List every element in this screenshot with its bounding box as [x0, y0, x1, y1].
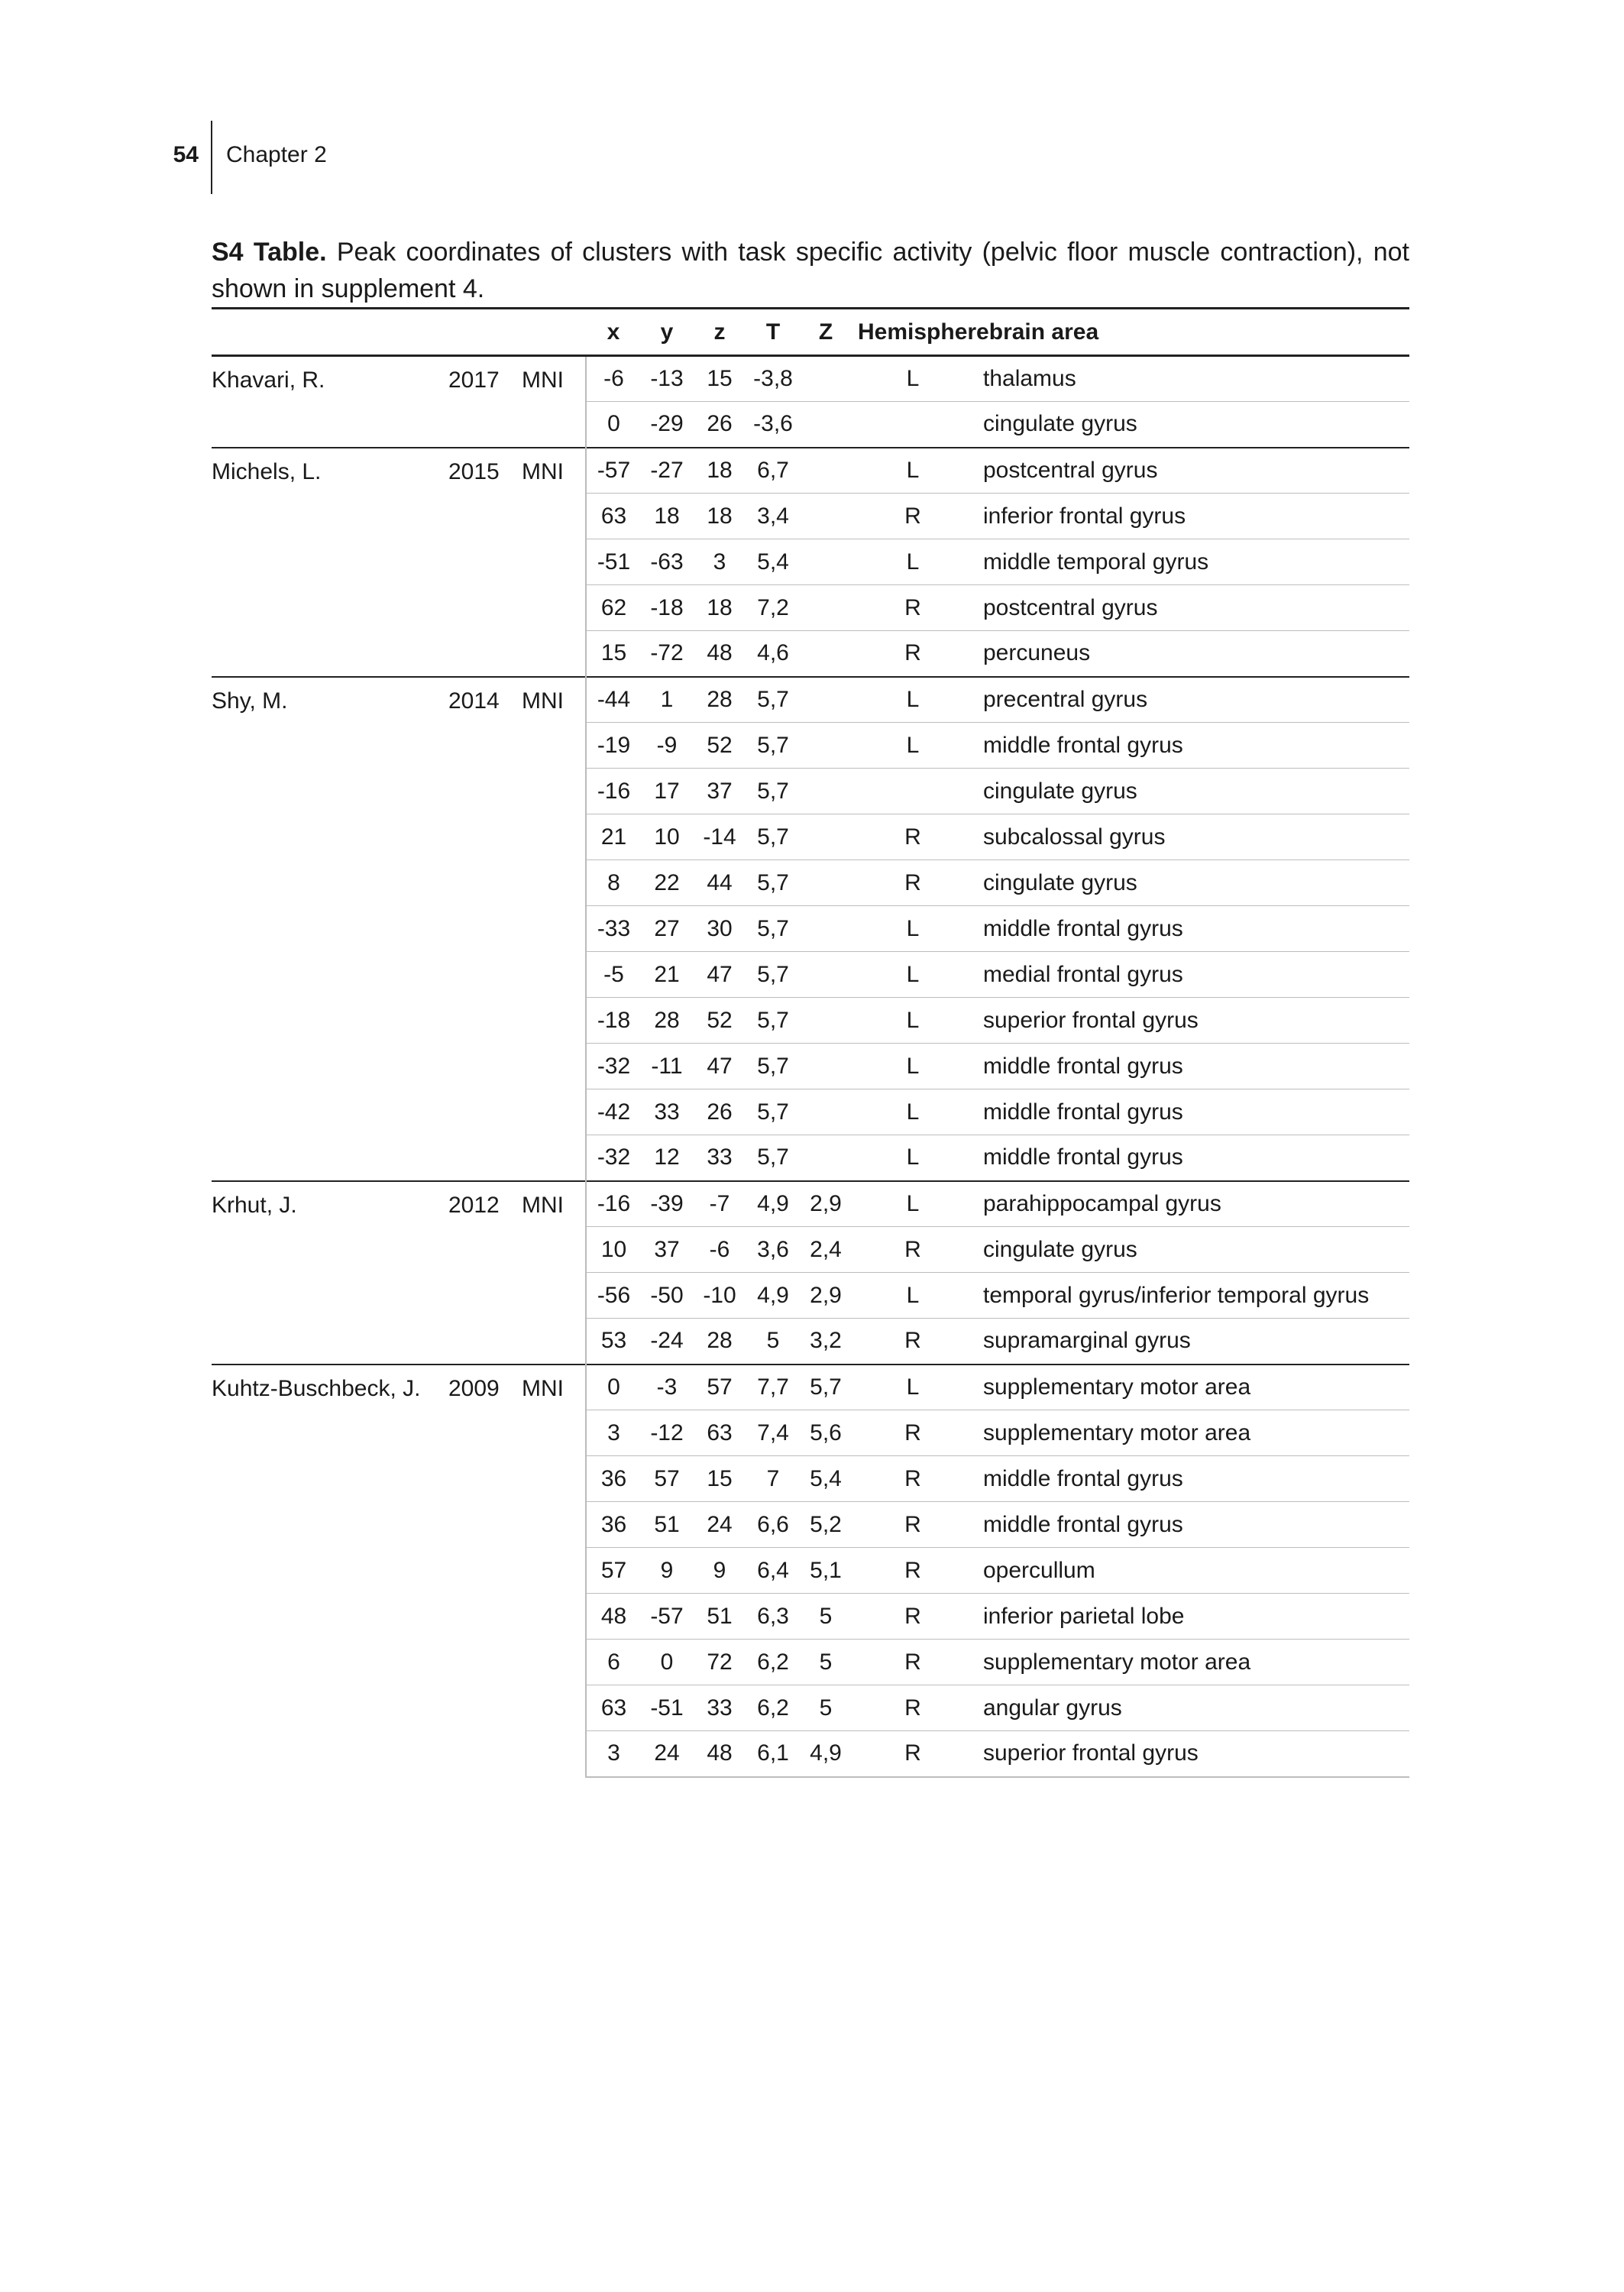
peak-coordinates-table [212, 307, 1409, 1778]
cell-y: -29 [641, 402, 693, 448]
study-author: Krhut, J. [212, 1181, 448, 1365]
cell-z-score [800, 539, 852, 585]
cell-brain-area: opercullum [974, 1548, 1409, 1594]
cell-t: 4,9 [746, 1181, 800, 1227]
cell-hemisphere: L [852, 998, 974, 1044]
cell-z: 52 [693, 998, 746, 1044]
cell-y: 22 [641, 860, 693, 906]
cell-t: 5,7 [746, 1044, 800, 1089]
cell-hemisphere: L [852, 1365, 974, 1410]
cell-y: -24 [641, 1319, 693, 1365]
cell-z: 33 [693, 1685, 746, 1731]
cell-z-score [800, 998, 852, 1044]
cell-t: 5,7 [746, 1089, 800, 1135]
cell-hemisphere: R [852, 1227, 974, 1273]
header-x: x [586, 309, 641, 356]
cell-y: -72 [641, 631, 693, 677]
cell-z-score [800, 631, 852, 677]
cell-brain-area: postcentral gyrus [974, 585, 1409, 631]
cell-brain-area: subcalossal gyrus [974, 814, 1409, 860]
table-caption [212, 234, 1409, 307]
header-z-score: Z [800, 309, 852, 356]
cell-z: -7 [693, 1181, 746, 1227]
cell-t: 7,7 [746, 1365, 800, 1410]
cell-x: -56 [586, 1273, 641, 1319]
chapter-label: Chapter 2 [226, 142, 327, 167]
cell-x: 0 [586, 402, 641, 448]
cell-z-score: 5,6 [800, 1410, 852, 1456]
cell-hemisphere: L [852, 677, 974, 723]
study-space: MNI [522, 448, 586, 677]
cell-y: 37 [641, 1227, 693, 1273]
cell-x: -51 [586, 539, 641, 585]
cell-t: 5,7 [746, 814, 800, 860]
cell-z: 57 [693, 1365, 746, 1410]
cell-hemisphere: L [852, 1135, 974, 1181]
header-divider [211, 121, 212, 194]
cell-t: 6,7 [746, 448, 800, 494]
cell-y: -51 [641, 1685, 693, 1731]
cell-t: 5,7 [746, 677, 800, 723]
cell-y: -57 [641, 1594, 693, 1640]
study-year: 2009 [448, 1365, 522, 1777]
cell-brain-area: precentral gyrus [974, 677, 1409, 723]
cell-z-score: 5,7 [800, 1365, 852, 1410]
cell-y: 33 [641, 1089, 693, 1135]
study-space: MNI [522, 367, 564, 393]
cell-z-score [800, 723, 852, 769]
cell-y: 21 [641, 952, 693, 998]
cell-y: -27 [641, 448, 693, 494]
cell-x: 15 [586, 631, 641, 677]
cell-x: 3 [586, 1410, 641, 1456]
cell-t: 5,7 [746, 860, 800, 906]
cell-z: 30 [693, 906, 746, 952]
cell-t: 5,7 [746, 952, 800, 998]
cell-brain-area: thalamus [974, 356, 1409, 402]
cell-y: 24 [641, 1731, 693, 1777]
cell-z-score [800, 769, 852, 814]
cell-z-score: 2,9 [800, 1273, 852, 1319]
cell-brain-area: cingulate gyrus [974, 769, 1409, 814]
cell-x: 53 [586, 1319, 641, 1365]
cell-hemisphere: L [852, 539, 974, 585]
cell-z-score [800, 1089, 852, 1135]
header-space [522, 309, 586, 356]
header-row [212, 309, 1409, 356]
cell-z-score: 5,1 [800, 1548, 852, 1594]
cell-t: 5,4 [746, 539, 800, 585]
cell-t: 4,6 [746, 631, 800, 677]
study-space: MNI [522, 1181, 586, 1365]
cell-z: 37 [693, 769, 746, 814]
cell-z: 47 [693, 1044, 746, 1089]
study-year: 2015 [448, 448, 522, 677]
cell-t: 6,2 [746, 1685, 800, 1731]
cell-z: 72 [693, 1640, 746, 1685]
cell-z-score: 4,9 [800, 1731, 852, 1777]
header-author [212, 309, 448, 356]
cell-z-score: 2,4 [800, 1227, 852, 1273]
cell-hemisphere: L [852, 1273, 974, 1319]
cell-y: 12 [641, 1135, 693, 1181]
table-header [212, 309, 1409, 356]
cell-y: 10 [641, 814, 693, 860]
cell-x: 57 [586, 1548, 641, 1594]
cell-z: 26 [693, 1089, 746, 1135]
cell-hemisphere: R [852, 494, 974, 539]
cell-x: 8 [586, 860, 641, 906]
cell-y: 57 [641, 1456, 693, 1502]
table-caption-label: S4 Table. [212, 238, 327, 267]
cell-brain-area: supplementary motor area [974, 1365, 1409, 1410]
cell-z-score [800, 448, 852, 494]
cell-x: 63 [586, 1685, 641, 1731]
cell-hemisphere: L [852, 356, 974, 402]
cell-x: -42 [586, 1089, 641, 1135]
cell-z: 3 [693, 539, 746, 585]
cell-hemisphere: R [852, 1502, 974, 1548]
header-year [448, 309, 522, 356]
cell-t: 3,4 [746, 494, 800, 539]
cell-brain-area: cingulate gyrus [974, 860, 1409, 906]
cell-hemisphere: R [852, 1319, 974, 1365]
cell-x: 36 [586, 1502, 641, 1548]
study-space: MNI [522, 677, 586, 1181]
cell-x: -57 [586, 448, 641, 494]
cell-z: 24 [693, 1502, 746, 1548]
table-row [212, 448, 1409, 494]
cell-hemisphere: R [852, 1731, 974, 1777]
cell-z-score: 5 [800, 1685, 852, 1731]
cell-brain-area: middle frontal gyrus [974, 1089, 1409, 1135]
cell-y: 27 [641, 906, 693, 952]
cell-t: 5,7 [746, 906, 800, 952]
cell-hemisphere: L [852, 906, 974, 952]
cell-t: 6,1 [746, 1731, 800, 1777]
cell-t: 7 [746, 1456, 800, 1502]
cell-y: 51 [641, 1502, 693, 1548]
cell-hemisphere: R [852, 1594, 974, 1640]
cell-z: 15 [693, 356, 746, 402]
cell-brain-area: supramarginal gyrus [974, 1319, 1409, 1365]
cell-t: 5,7 [746, 1135, 800, 1181]
cell-brain-area: superior frontal gyrus [974, 1731, 1409, 1777]
study-author: Khavari, R. [212, 367, 325, 393]
study-space: MNI [522, 1365, 586, 1777]
cell-x: 10 [586, 1227, 641, 1273]
cell-hemisphere: R [852, 1685, 974, 1731]
cell-brain-area: temporal gyrus/inferior temporal gyrus [974, 1273, 1409, 1319]
cell-t: 3,6 [746, 1227, 800, 1273]
cell-hemisphere: R [852, 1410, 974, 1456]
cell-hemisphere [852, 769, 974, 814]
cell-z: -6 [693, 1227, 746, 1273]
cell-brain-area: parahippocampal gyrus [974, 1181, 1409, 1227]
cell-brain-area: percuneus [974, 631, 1409, 677]
cell-z-score: 2,9 [800, 1181, 852, 1227]
cell-z-score [800, 906, 852, 952]
cell-brain-area: middle frontal gyrus [974, 723, 1409, 769]
study-author: Shy, M. [212, 677, 448, 1181]
cell-x: 3 [586, 1731, 641, 1777]
cell-t: -3,6 [746, 402, 800, 448]
cell-y: 9 [641, 1548, 693, 1594]
cell-x: 63 [586, 494, 641, 539]
cell-y: -39 [641, 1181, 693, 1227]
cell-hemisphere [852, 402, 974, 448]
cell-brain-area: superior frontal gyrus [974, 998, 1409, 1044]
cell-brain-area: middle frontal gyrus [974, 906, 1409, 952]
cell-z: -14 [693, 814, 746, 860]
cell-hemisphere: R [852, 585, 974, 631]
cell-z: 33 [693, 1135, 746, 1181]
cell-z: 63 [693, 1410, 746, 1456]
cell-hemisphere: L [852, 448, 974, 494]
cell-z: 28 [693, 677, 746, 723]
table-row [212, 677, 1409, 723]
cell-t: 4,9 [746, 1273, 800, 1319]
cell-y: -50 [641, 1273, 693, 1319]
cell-z: 28 [693, 1319, 746, 1365]
cell-z-score [800, 860, 852, 906]
cell-brain-area: inferior parietal lobe [974, 1594, 1409, 1640]
cell-hemisphere: R [852, 631, 974, 677]
cell-z: 18 [693, 494, 746, 539]
cell-y: -3 [641, 1365, 693, 1410]
cell-x: -18 [586, 998, 641, 1044]
cell-x: 6 [586, 1640, 641, 1685]
study-year: 2014 [448, 677, 522, 1181]
cell-brain-area: postcentral gyrus [974, 448, 1409, 494]
cell-x: 21 [586, 814, 641, 860]
cell-z: 44 [693, 860, 746, 906]
cell-brain-area: supplementary motor area [974, 1410, 1409, 1456]
cell-y: 17 [641, 769, 693, 814]
cell-z: 26 [693, 402, 746, 448]
cell-brain-area: middle frontal gyrus [974, 1135, 1409, 1181]
cell-z: 18 [693, 448, 746, 494]
cell-t: 6,3 [746, 1594, 800, 1640]
cell-z-score [800, 356, 852, 402]
cell-x: -19 [586, 723, 641, 769]
cell-hemisphere: L [852, 1089, 974, 1135]
cell-t: 6,6 [746, 1502, 800, 1548]
study-author: Kuhtz-Buschbeck, J. [212, 1365, 448, 1777]
cell-brain-area: inferior frontal gyrus [974, 494, 1409, 539]
cell-t: -3,8 [746, 356, 800, 402]
table-row [212, 1365, 1409, 1410]
cell-x: 36 [586, 1456, 641, 1502]
cell-brain-area: middle frontal gyrus [974, 1502, 1409, 1548]
cell-z-score [800, 585, 852, 631]
table-row [212, 356, 1409, 402]
cell-t: 5,7 [746, 998, 800, 1044]
cell-hemisphere: L [852, 952, 974, 998]
cell-hemisphere: R [852, 1640, 974, 1685]
cell-y: 0 [641, 1640, 693, 1685]
cell-z: 47 [693, 952, 746, 998]
cell-y: 1 [641, 677, 693, 723]
cell-z-score: 5,4 [800, 1456, 852, 1502]
header-y: y [641, 309, 693, 356]
cell-z-score [800, 1044, 852, 1089]
cell-z: -10 [693, 1273, 746, 1319]
cell-brain-area: angular gyrus [974, 1685, 1409, 1731]
cell-z-score [800, 677, 852, 723]
cell-x: -16 [586, 769, 641, 814]
table-row [212, 1181, 1409, 1227]
cell-y: -63 [641, 539, 693, 585]
cell-z-score [800, 814, 852, 860]
cell-x: -16 [586, 1181, 641, 1227]
cell-t: 6,4 [746, 1548, 800, 1594]
header-hemisphere-brain-area: Hemispherebrain area [852, 309, 1409, 356]
cell-brain-area: cingulate gyrus [974, 402, 1409, 448]
cell-z-score [800, 402, 852, 448]
header-t: T [746, 309, 800, 356]
cell-hemisphere: L [852, 1181, 974, 1227]
cell-x: -44 [586, 677, 641, 723]
cell-z: 52 [693, 723, 746, 769]
cell-brain-area: middle frontal gyrus [974, 1456, 1409, 1502]
cell-x: -32 [586, 1044, 641, 1089]
cell-x: -33 [586, 906, 641, 952]
cell-hemisphere: R [852, 1456, 974, 1502]
cell-y: 18 [641, 494, 693, 539]
cell-z-score: 3,2 [800, 1319, 852, 1365]
cell-y: 28 [641, 998, 693, 1044]
cell-z: 15 [693, 1456, 746, 1502]
cell-x: 48 [586, 1594, 641, 1640]
cell-y: -12 [641, 1410, 693, 1456]
cell-t: 6,2 [746, 1640, 800, 1685]
study-year: 2012 [448, 1181, 522, 1365]
table-body [212, 356, 1409, 1777]
cell-hemisphere: R [852, 1548, 974, 1594]
cell-z-score [800, 952, 852, 998]
cell-brain-area: medial frontal gyrus [974, 952, 1409, 998]
study-author: Michels, L. [212, 448, 448, 677]
study-year: 2017 [448, 367, 500, 393]
cell-y: -9 [641, 723, 693, 769]
cell-z-score: 5,2 [800, 1502, 852, 1548]
cell-t: 7,4 [746, 1410, 800, 1456]
cell-z: 48 [693, 1731, 746, 1777]
cell-z-score [800, 1135, 852, 1181]
cell-z: 9 [693, 1548, 746, 1594]
cell-z: 51 [693, 1594, 746, 1640]
cell-brain-area: middle temporal gyrus [974, 539, 1409, 585]
cell-t: 5,7 [746, 723, 800, 769]
cell-y: -13 [641, 356, 693, 402]
cell-hemisphere: L [852, 1044, 974, 1089]
cell-y: -11 [641, 1044, 693, 1089]
cell-x: 0 [586, 1365, 641, 1410]
cell-x: 62 [586, 585, 641, 631]
cell-brain-area: middle frontal gyrus [974, 1044, 1409, 1089]
cell-x: -5 [586, 952, 641, 998]
cell-x: -6 [586, 356, 641, 402]
cell-z: 48 [693, 631, 746, 677]
cell-brain-area: supplementary motor area [974, 1640, 1409, 1685]
cell-t: 5,7 [746, 769, 800, 814]
cell-hemisphere: R [852, 860, 974, 906]
cell-brain-area: cingulate gyrus [974, 1227, 1409, 1273]
header-z: z [693, 309, 746, 356]
page-number: 54 [173, 142, 199, 167]
cell-z-score [800, 494, 852, 539]
cell-t: 5 [746, 1319, 800, 1365]
table-caption-text: Peak coordinates of clusters with task specific activity (pelvic floor muscle contraction), not shown in supplement 4. [212, 238, 1410, 303]
cell-hemisphere: L [852, 723, 974, 769]
cell-hemisphere: R [852, 814, 974, 860]
cell-t: 7,2 [746, 585, 800, 631]
cell-z: 18 [693, 585, 746, 631]
cell-x: -32 [586, 1135, 641, 1181]
cell-z-score: 5 [800, 1640, 852, 1685]
cell-z-score: 5 [800, 1594, 852, 1640]
cell-y: -18 [641, 585, 693, 631]
